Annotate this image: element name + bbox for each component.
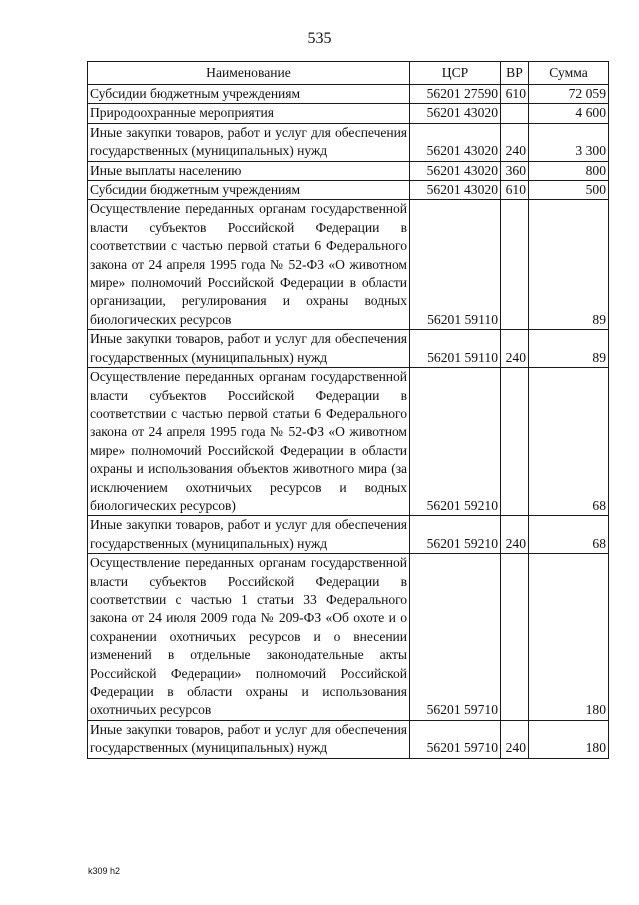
row-name: Иные закупки товаров, работ и услуг для обеспечения государственных (муниципальных) нужд — [88, 720, 410, 758]
table-row — [88, 123, 609, 161]
row-csr: 56201 59710 — [410, 554, 501, 721]
row-name: Субсидии бюджетным учреждениям — [88, 85, 410, 104]
budget-table — [87, 61, 609, 759]
column-header-sum: Сумма — [529, 62, 609, 85]
table-row — [88, 85, 609, 104]
row-vr: 240 — [501, 330, 529, 368]
row-vr: 610 — [501, 85, 529, 104]
row-csr: 56201 27590 — [410, 85, 501, 104]
row-sum: 3 300 — [529, 123, 609, 161]
table-row — [88, 161, 609, 180]
row-vr — [501, 554, 529, 721]
row-csr: 56201 59710 — [410, 720, 501, 758]
table-header-row — [88, 62, 609, 85]
row-vr: 360 — [501, 161, 529, 180]
table-row — [88, 104, 609, 123]
footer-code: k309 h2 — [88, 866, 121, 876]
column-header-csr: ЦСР — [410, 62, 501, 85]
row-sum: 4 600 — [529, 104, 609, 123]
row-name: Иные закупки товаров, работ и услуг для обеспечения государственных (муниципальных) нужд — [88, 516, 410, 554]
row-name: Иные закупки товаров, работ и услуг для обеспечения государственных (муниципальных) нужд — [88, 123, 410, 161]
row-csr: 56201 43020 — [410, 161, 501, 180]
row-sum: 68 — [529, 516, 609, 554]
table-row — [88, 368, 609, 516]
row-csr: 56201 59210 — [410, 368, 501, 516]
row-vr — [501, 368, 529, 516]
row-sum: 500 — [529, 181, 609, 200]
row-vr: 610 — [501, 181, 529, 200]
column-header-name: Наименование — [88, 62, 410, 85]
row-sum: 89 — [529, 200, 609, 330]
row-name: Осуществление переданных органам государственной власти субъектов Российской Федерации в соответствии с частью 1 статьи 33 Федерального закона от 24 июля 2009 года № 209-ФЗ «Об охоте и о сохранении охотничьих ресурсов и о внесении изменений в отдельные законодательные акты Российской Федерации» полномочий Российской Федерации в области охраны и использования охотничьих ресурсов — [88, 554, 410, 721]
row-name: Осуществление переданных органам государственной власти субъектов Российской Федерации в соответствии с частью первой статьи 6 Федерального закона от 24 апреля 1995 года № 52-ФЗ «О животном мире» полномочий Российской Федерации в области организации, регулирования и охраны водных биологических ресурсов — [88, 200, 410, 330]
row-vr: 240 — [501, 123, 529, 161]
row-name: Иные выплаты населению — [88, 161, 410, 180]
row-vr: 240 — [501, 720, 529, 758]
table-row — [88, 200, 609, 330]
row-sum: 72 059 — [529, 85, 609, 104]
row-vr: 240 — [501, 516, 529, 554]
page-number: 535 — [307, 30, 332, 47]
row-sum: 180 — [529, 720, 609, 758]
row-sum: 800 — [529, 161, 609, 180]
table-row — [88, 516, 609, 554]
row-vr — [501, 104, 529, 123]
row-sum: 68 — [529, 368, 609, 516]
row-name: Природоохранные мероприятия — [88, 104, 410, 123]
row-vr — [501, 200, 529, 330]
row-name: Иные закупки товаров, работ и услуг для обеспечения государственных (муниципальных) нужд — [88, 330, 410, 368]
row-csr: 56201 43020 — [410, 104, 501, 123]
row-csr: 56201 59210 — [410, 516, 501, 554]
table-row — [88, 330, 609, 368]
table-row — [88, 554, 609, 721]
row-csr: 56201 43020 — [410, 123, 501, 161]
row-sum: 89 — [529, 330, 609, 368]
table-row — [88, 181, 609, 200]
row-csr: 56201 59110 — [410, 330, 501, 368]
row-csr: 56201 59110 — [410, 200, 501, 330]
table-row — [88, 720, 609, 758]
row-name: Осуществление переданных органам государственной власти субъектов Российской Федерации в соответствии с частью первой статьи 6 Федерального закона от 24 апреля 1995 года № 52-ФЗ «О животном мире» полномочий Российской Федерации в области охраны и использования объектов животного мира (за исключением охотничьих ресурсов и водных биологических ресурсов) — [88, 368, 410, 516]
column-header-vr: ВР — [501, 62, 529, 85]
row-sum: 180 — [529, 554, 609, 721]
row-csr: 56201 43020 — [410, 181, 501, 200]
row-name: Субсидии бюджетным учреждениям — [88, 181, 410, 200]
